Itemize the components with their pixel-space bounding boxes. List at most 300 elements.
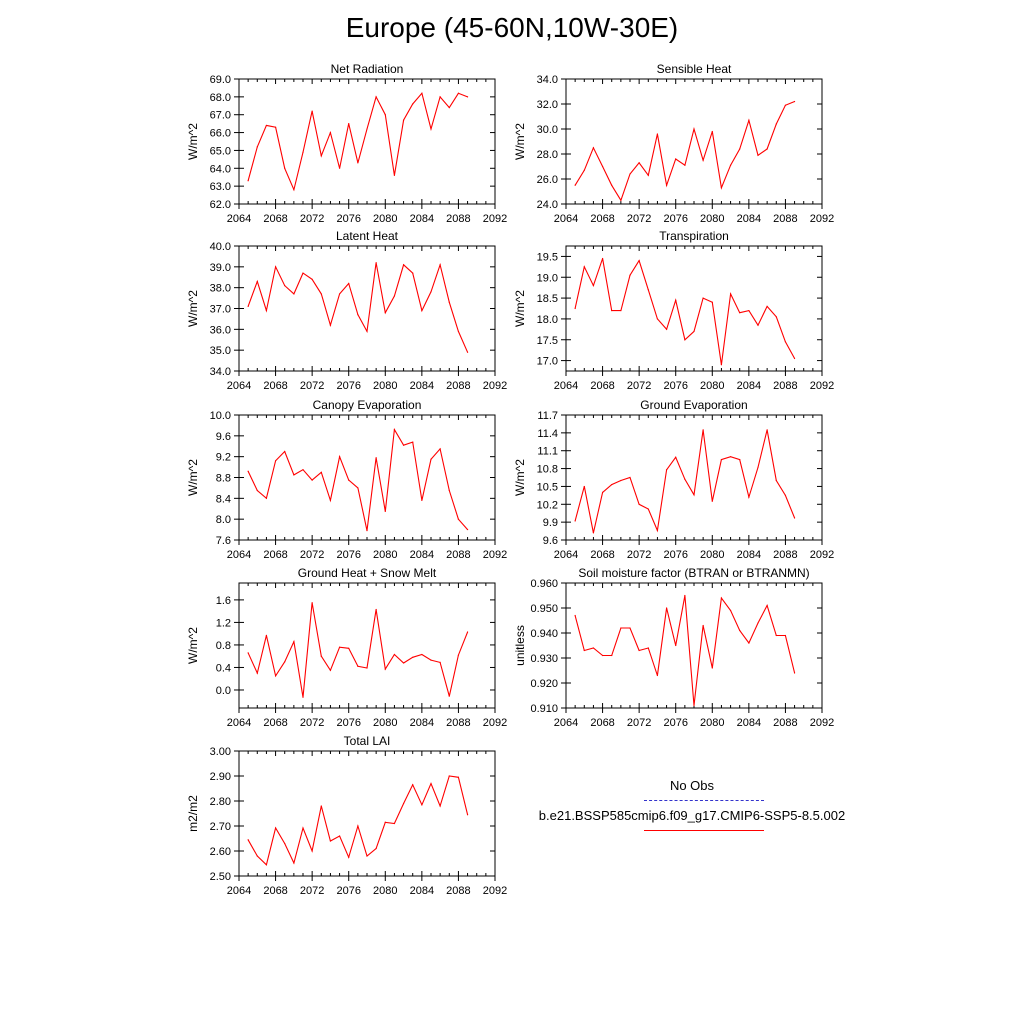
- data-point: [785, 495, 786, 496]
- y-tick-label: 19.0: [536, 272, 558, 285]
- y-tick-label: 0.960: [530, 578, 558, 590]
- data-point: [266, 864, 267, 865]
- data-point: [458, 519, 459, 520]
- data-point: [275, 460, 276, 461]
- data-point: [403, 119, 404, 120]
- data-point: [421, 654, 422, 655]
- x-tick-label: 2064: [553, 717, 579, 729]
- data-point: [629, 173, 630, 174]
- data-point: [611, 185, 612, 186]
- y-tick-label: 38.0: [209, 282, 231, 295]
- data-point: [394, 823, 395, 824]
- data-point: [293, 189, 294, 190]
- data-point: [366, 855, 367, 856]
- data-point: [458, 93, 459, 94]
- y-tick-label: 0.0: [215, 684, 231, 697]
- data-point: [348, 283, 349, 284]
- y-tick-label: 19.5: [536, 251, 558, 264]
- data-point: [330, 670, 331, 671]
- y-tick-label: 32.0: [536, 99, 558, 111]
- data-point: [312, 279, 313, 280]
- data-point: [721, 459, 722, 460]
- panel-title: Net Radiation: [330, 62, 404, 76]
- y-tick-label: 0.930: [530, 653, 558, 665]
- x-tick-label: 2076: [336, 380, 361, 392]
- panel-title: Canopy Evaporation: [312, 398, 422, 412]
- y-tick-label: 35.0: [209, 345, 231, 358]
- data-point: [467, 352, 468, 353]
- data-point: [794, 517, 795, 518]
- y-tick-label: 2.70: [209, 821, 231, 833]
- data-point: [730, 610, 731, 611]
- y-tick-label: 26.0: [536, 174, 558, 186]
- data-point: [293, 862, 294, 863]
- panel-6: [513, 398, 834, 561]
- data-point: [312, 111, 313, 112]
- data-point: [593, 532, 594, 533]
- data-point: [620, 627, 621, 628]
- data-point: [629, 477, 630, 478]
- data-point: [248, 652, 249, 653]
- data-point: [412, 103, 413, 104]
- y-tick-label: 2.50: [209, 871, 231, 883]
- data-point: [376, 848, 377, 849]
- data-point: [321, 656, 322, 657]
- data-point: [757, 622, 758, 623]
- x-tick-label: 2068: [263, 380, 288, 392]
- data-point: [275, 127, 276, 128]
- data-point: [757, 467, 758, 468]
- series-line: [575, 596, 795, 706]
- x-tick-label: 2084: [409, 885, 435, 897]
- legend-obs-line: [644, 800, 764, 801]
- data-point: [739, 630, 740, 631]
- x-tick-label: 2092: [809, 213, 835, 225]
- x-tick-label: 2080: [700, 717, 725, 729]
- data-point: [339, 456, 340, 457]
- data-point: [703, 297, 704, 298]
- data-point: [302, 152, 303, 153]
- data-point: [257, 281, 258, 282]
- data-point: [430, 459, 431, 460]
- data-point: [357, 162, 358, 163]
- y-tick-label: 37.0: [209, 303, 231, 316]
- data-point: [412, 272, 413, 273]
- legend: [512, 778, 872, 838]
- data-point: [611, 310, 612, 311]
- data-point: [748, 310, 749, 311]
- data-point: [467, 631, 468, 632]
- plot-frame: [239, 751, 495, 876]
- data-point: [302, 272, 303, 273]
- data-point: [767, 605, 768, 606]
- y-tick-label: 10.0: [209, 410, 231, 422]
- x-tick-label: 2064: [226, 885, 252, 897]
- data-point: [776, 123, 777, 124]
- data-point: [748, 497, 749, 498]
- panel-9: [186, 734, 507, 897]
- data-point: [257, 672, 258, 673]
- data-point: [657, 530, 658, 531]
- data-point: [693, 128, 694, 129]
- y-tick-label: 28.0: [536, 149, 558, 161]
- data-point: [593, 147, 594, 148]
- data-point: [575, 520, 576, 521]
- data-point: [312, 850, 313, 851]
- x-tick-label: 2072: [299, 549, 325, 561]
- data-point: [467, 814, 468, 815]
- data-point: [648, 508, 649, 509]
- data-point: [693, 331, 694, 332]
- y-tick-label: 67.0: [209, 109, 231, 122]
- x-tick-label: 2072: [626, 380, 652, 392]
- series-line: [248, 776, 468, 865]
- data-point: [421, 310, 422, 311]
- x-tick-label: 2076: [663, 380, 688, 392]
- data-point: [430, 783, 431, 784]
- legend-obs-label: No Obs: [669, 778, 715, 793]
- data-point: [584, 650, 585, 651]
- x-tick-label: 2064: [553, 549, 579, 561]
- x-tick-label: 2092: [809, 717, 835, 729]
- data-point: [430, 128, 431, 129]
- x-tick-label: 2072: [299, 717, 325, 729]
- data-point: [675, 645, 676, 646]
- x-tick-label: 2072: [626, 717, 652, 729]
- x-tick-label: 2068: [263, 885, 288, 897]
- y-tick-label: 17.5: [536, 334, 558, 347]
- data-point: [620, 200, 621, 201]
- data-point: [403, 445, 404, 446]
- series-line: [575, 430, 795, 533]
- data-point: [639, 650, 640, 651]
- x-tick-label: 2064: [553, 213, 579, 225]
- series-line: [248, 603, 468, 698]
- data-point: [776, 316, 777, 317]
- data-point: [739, 312, 740, 313]
- panel-title: Soil moisture factor (BTRAN or BTRANMN): [578, 566, 810, 580]
- data-point: [721, 597, 722, 598]
- data-point: [284, 285, 285, 286]
- data-point: [376, 96, 377, 97]
- data-point: [620, 310, 621, 311]
- y-tick-label: 2.80: [209, 796, 231, 808]
- data-point: [412, 441, 413, 442]
- data-point: [675, 457, 676, 458]
- x-tick-label: 2068: [590, 380, 615, 392]
- data-point: [394, 429, 395, 430]
- y-tick-label: 18.0: [536, 313, 558, 326]
- x-tick-label: 2084: [736, 549, 762, 561]
- plot-frame: [239, 583, 495, 708]
- data-point: [357, 487, 358, 488]
- data-point: [430, 660, 431, 661]
- legend-case-line: [644, 830, 764, 831]
- x-tick-label: 2088: [773, 717, 798, 729]
- series-line: [575, 259, 795, 365]
- x-tick-label: 2084: [736, 717, 762, 729]
- data-point: [575, 308, 576, 309]
- data-point: [449, 696, 450, 697]
- data-point: [348, 480, 349, 481]
- data-point: [602, 258, 603, 259]
- data-point: [639, 504, 640, 505]
- data-point: [266, 498, 267, 499]
- data-point: [357, 666, 358, 667]
- data-point: [357, 314, 358, 315]
- x-tick-label: 2084: [409, 213, 435, 225]
- x-tick-label: 2092: [482, 717, 508, 729]
- data-point: [648, 647, 649, 648]
- data-point: [757, 325, 758, 326]
- data-point: [712, 667, 713, 668]
- plot-frame: [566, 79, 822, 204]
- x-tick-label: 2084: [409, 717, 435, 729]
- y-axis-label: W/m^2: [513, 123, 527, 160]
- data-point: [376, 457, 377, 458]
- data-point: [693, 494, 694, 495]
- data-point: [366, 667, 367, 668]
- data-point: [403, 803, 404, 804]
- x-tick-label: 2092: [482, 380, 508, 392]
- data-point: [785, 105, 786, 106]
- data-point: [321, 155, 322, 156]
- x-tick-label: 2084: [736, 213, 762, 225]
- x-tick-label: 2076: [663, 717, 688, 729]
- x-tick-label: 2064: [553, 380, 579, 392]
- x-tick-label: 2088: [773, 380, 798, 392]
- data-point: [339, 647, 340, 648]
- data-point: [257, 146, 258, 147]
- data-point: [385, 669, 386, 670]
- y-tick-label: 1.2: [215, 617, 231, 630]
- x-tick-label: 2092: [482, 549, 508, 561]
- y-tick-label: 11.7: [537, 410, 558, 422]
- data-point: [776, 480, 777, 481]
- data-point: [440, 448, 441, 449]
- data-point: [385, 822, 386, 823]
- data-point: [266, 635, 267, 636]
- series-line: [248, 430, 468, 531]
- data-point: [248, 839, 249, 840]
- x-tick-label: 2072: [299, 380, 325, 392]
- x-tick-label: 2088: [446, 380, 471, 392]
- y-tick-label: 11.1: [537, 445, 558, 458]
- data-point: [703, 625, 704, 626]
- x-tick-label: 2072: [299, 213, 325, 225]
- y-tick-label: 30.0: [536, 124, 558, 136]
- data-point: [794, 672, 795, 673]
- data-point: [666, 185, 667, 186]
- y-tick-label: 17.0: [536, 355, 558, 368]
- y-tick-label: 0.940: [530, 628, 558, 640]
- data-point: [593, 647, 594, 648]
- x-tick-label: 2080: [373, 885, 398, 897]
- data-point: [312, 602, 313, 603]
- y-axis-label: W/m^2: [186, 290, 200, 327]
- y-tick-label: 0.920: [530, 678, 558, 690]
- data-point: [284, 451, 285, 452]
- data-point: [293, 641, 294, 642]
- y-tick-label: 9.2: [215, 451, 231, 464]
- plot-frame: [566, 246, 822, 371]
- series-line: [248, 263, 468, 353]
- data-point: [639, 162, 640, 163]
- y-tick-label: 65.0: [209, 145, 231, 158]
- plot-frame: [239, 246, 495, 371]
- data-point: [730, 165, 731, 166]
- y-tick-label: 2.90: [209, 771, 231, 783]
- data-point: [257, 855, 258, 856]
- data-point: [403, 264, 404, 265]
- data-point: [767, 148, 768, 149]
- data-point: [449, 490, 450, 491]
- panel-title: Transpiration: [659, 229, 729, 243]
- data-point: [339, 168, 340, 169]
- y-tick-label: 10.5: [536, 481, 558, 494]
- data-point: [712, 131, 713, 132]
- x-tick-label: 2076: [336, 717, 361, 729]
- y-tick-label: 10.8: [536, 463, 558, 476]
- data-point: [657, 675, 658, 676]
- x-tick-label: 2080: [373, 213, 398, 225]
- y-tick-label: 9.6: [542, 535, 558, 547]
- data-point: [330, 132, 331, 133]
- data-point: [666, 607, 667, 608]
- data-point: [449, 302, 450, 303]
- y-axis-label: W/m^2: [513, 459, 527, 496]
- data-point: [675, 300, 676, 301]
- data-point: [385, 114, 386, 115]
- y-tick-label: 34.0: [536, 74, 558, 86]
- data-point: [785, 635, 786, 636]
- y-axis-label: W/m^2: [186, 459, 200, 496]
- panel-title: Total LAI: [343, 734, 391, 748]
- data-point: [321, 293, 322, 294]
- y-tick-label: 39.0: [209, 261, 231, 274]
- data-point: [293, 293, 294, 294]
- x-tick-label: 2076: [663, 549, 688, 561]
- data-point: [602, 492, 603, 493]
- y-axis-label: m2/m2: [186, 795, 200, 832]
- y-tick-label: 24.0: [536, 199, 558, 211]
- panel-8: [513, 566, 834, 729]
- data-point: [730, 293, 731, 294]
- data-point: [748, 642, 749, 643]
- data-point: [312, 480, 313, 481]
- data-point: [666, 329, 667, 330]
- x-tick-label: 2064: [226, 380, 252, 392]
- x-tick-label: 2068: [263, 213, 288, 225]
- x-tick-label: 2092: [809, 380, 835, 392]
- data-point: [430, 291, 431, 292]
- x-tick-label: 2080: [373, 380, 398, 392]
- data-point: [348, 123, 349, 124]
- data-point: [458, 777, 459, 778]
- data-point: [712, 302, 713, 303]
- plot-frame: [566, 583, 822, 708]
- x-tick-label: 2080: [373, 549, 398, 561]
- panel-4: [513, 229, 834, 392]
- y-tick-label: 1.6: [215, 594, 231, 607]
- data-point: [330, 500, 331, 501]
- data-point: [275, 675, 276, 676]
- data-point: [684, 165, 685, 166]
- data-point: [339, 293, 340, 294]
- data-point: [657, 133, 658, 134]
- series-line: [575, 102, 795, 201]
- data-point: [648, 289, 649, 290]
- y-tick-label: 62.0: [209, 199, 231, 211]
- x-tick-label: 2076: [336, 549, 361, 561]
- y-tick-label: 8.4: [215, 493, 231, 506]
- legend-case-label: b.e21.BSSP585cmip6.f09_g17.CMIP6-SSP5-8.5.002: [538, 808, 846, 823]
- data-point: [302, 697, 303, 698]
- x-tick-label: 2076: [336, 213, 361, 225]
- panel-7: [186, 566, 507, 729]
- x-tick-label: 2084: [409, 549, 435, 561]
- x-tick-label: 2088: [773, 213, 798, 225]
- data-point: [357, 825, 358, 826]
- data-point: [620, 480, 621, 481]
- panel-title: Latent Heat: [335, 229, 399, 243]
- data-point: [440, 662, 441, 663]
- data-point: [385, 511, 386, 512]
- y-axis-label: unitless: [513, 625, 527, 666]
- x-tick-label: 2076: [336, 885, 361, 897]
- y-axis-label: W/m^2: [186, 627, 200, 664]
- data-point: [366, 530, 367, 531]
- data-point: [248, 180, 249, 181]
- data-point: [321, 472, 322, 473]
- data-point: [449, 107, 450, 108]
- data-point: [348, 857, 349, 858]
- data-point: [721, 187, 722, 188]
- data-point: [584, 170, 585, 171]
- data-point: [785, 341, 786, 342]
- data-point: [629, 627, 630, 628]
- y-tick-label: 68.0: [209, 91, 231, 104]
- y-tick-label: 2.60: [209, 846, 231, 858]
- x-tick-label: 2072: [626, 549, 652, 561]
- data-point: [248, 306, 249, 307]
- data-point: [684, 339, 685, 340]
- y-tick-label: 0.4: [215, 662, 231, 675]
- x-tick-label: 2088: [446, 549, 471, 561]
- y-tick-label: 8.8: [215, 472, 231, 485]
- data-point: [657, 318, 658, 319]
- data-point: [275, 827, 276, 828]
- data-point: [293, 474, 294, 475]
- x-tick-label: 2080: [700, 213, 725, 225]
- y-axis-label: W/m^2: [186, 123, 200, 160]
- data-point: [458, 331, 459, 332]
- panel-3: [186, 229, 507, 392]
- data-point: [575, 185, 576, 186]
- data-point: [739, 148, 740, 149]
- data-point: [248, 471, 249, 472]
- data-point: [794, 101, 795, 102]
- data-point: [458, 654, 459, 655]
- y-tick-label: 18.5: [536, 293, 558, 306]
- data-point: [339, 835, 340, 836]
- y-tick-label: 64.0: [209, 163, 231, 176]
- data-point: [675, 158, 676, 159]
- data-point: [394, 295, 395, 296]
- x-tick-label: 2068: [263, 717, 288, 729]
- y-tick-label: 3.00: [209, 746, 231, 758]
- y-tick-label: 8.0: [215, 514, 231, 527]
